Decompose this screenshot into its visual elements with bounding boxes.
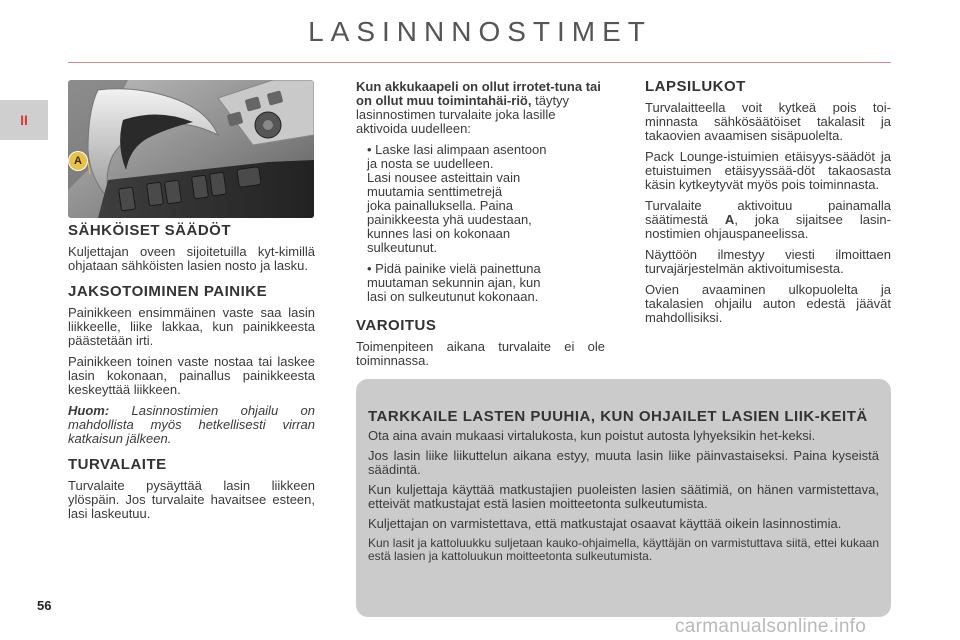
reinit-intro-text: täytyy lasinnostimen turvalaite joka lasille aktivoida uudelleen: bbox=[356, 93, 570, 136]
page-title: LASINNNOSTIMET bbox=[308, 16, 652, 47]
child-warning-box bbox=[356, 379, 891, 617]
watermark: carmanualsonline.info bbox=[675, 616, 867, 637]
title-divider bbox=[68, 62, 891, 63]
heading-warning: VAROITUS bbox=[356, 317, 437, 334]
door-controls-image bbox=[68, 80, 314, 218]
section-safety-device bbox=[68, 457, 315, 521]
paragraph: Ota aina avain mukaasi virtalukosta, kun poistut autosta lyhyeksikin het-keksi. bbox=[368, 428, 816, 443]
reinit-intro-bold: Kun akkukaapeli on ollut irrotet-tuna tai on ollut muu toimintahäi-riö, bbox=[356, 79, 601, 108]
note-label: Huom: bbox=[68, 403, 110, 418]
paragraph: Kun kuljettaja käyttää matkustajien puoleisten lasien säätimiä, on hänen varmistettava, etteivät matkustajat estä lasien moitteetonta sulkeutumista. bbox=[368, 482, 879, 511]
chapter-tab: II bbox=[0, 100, 48, 140]
callout-a: A bbox=[69, 152, 87, 170]
heading-child-locks: LAPSILUKOT bbox=[645, 78, 746, 95]
column-right bbox=[645, 79, 891, 332]
bullet-item-1: • Laske lasi alimpaan asentoon ja nosta se uudelleen. Lasi nousee asteittain vain muutamia senttimetrejä joka painalluksella. Paina painikkeesta yhä uudestaan, kunnes lasi on kokonaan sulkeutunut. bbox=[367, 142, 547, 255]
control-a-ref: A bbox=[724, 212, 735, 227]
heading-safety-device: TURVALAITE bbox=[68, 456, 167, 473]
paragraph: Toimenpiteen aikana turvalaite ei ole toiminnassa. bbox=[356, 339, 605, 368]
paragraph: Näyttöön ilmestyy viesti ilmoittaen turvajärjestelmän aktivoitumisesta. bbox=[645, 247, 891, 276]
note-text: Lasinnostimien ohjailu on mahdollista myös hetkellisesti virran katkaisun jälkeen. bbox=[68, 403, 315, 446]
paragraph: Ovien avaaminen ulkopuolelta ja takalasien ohjailu auton edestä jäävät mahdollisiksi. bbox=[645, 282, 891, 325]
paragraph: Turvalaite aktivoituu painamalla säätimestä A, joka sijaitsee lasin-nostimien ohjauspaneelissa. bbox=[645, 198, 891, 241]
paragraph: Kuljettajan on varmistettava, että matkustajat osaavat käyttää oikein lasinnostimia. bbox=[368, 516, 842, 531]
note bbox=[68, 404, 315, 446]
paragraph: Painikkeen toinen vaste nostaa tai laskee lasin kokonaan, painallus painikkeesta keskeyttää liikkeen. bbox=[68, 354, 315, 397]
paragraph: Kuljettajan oveen sijoitetuilla kyt-kimillä ohjataan sähköisten lasien nosto ja lasku. bbox=[68, 244, 315, 273]
paragraph: Jos lasin liike liikuttelun aikana estyy, muuta lasin liike päinvastaiseksi. Paina kyseistä säädintä. bbox=[368, 448, 879, 477]
column-left bbox=[68, 223, 315, 532]
heading-sequential-button: JAKSOTOIMINEN PAINIKE bbox=[68, 283, 268, 300]
section-sequential-button bbox=[68, 284, 315, 446]
paragraph: Turvalaite pysäyttää lasin liikkeen ylöspäin. Jos turvalaite havaitsee esteen, lasi laskeutuu. bbox=[68, 478, 315, 521]
page-number: 56 bbox=[37, 598, 52, 613]
paragraph: Painikkeen ensimmäinen vaste saa lasin liikkeelle, liike lakkaa, kun painikkeesta päästetään irti. bbox=[68, 305, 315, 348]
bullet-item-2: • Pidä painike vielä painettuna muutaman sekunnin ajan, kun lasi on sulkeutunut kokonaan. bbox=[367, 261, 541, 304]
heading-electric-controls: SÄHKÖISET SÄÄDÖT bbox=[68, 222, 232, 239]
reinit-intro bbox=[356, 80, 605, 136]
section-electric-controls bbox=[68, 223, 315, 273]
paragraph: Turvalaitteella voit kytkeä pois toi-minnasta sähkösäätöiset takalasit ja takaovien avaamisen sisäpuolelta. bbox=[645, 100, 891, 143]
column-middle bbox=[356, 80, 605, 375]
door-panel-photo bbox=[68, 80, 314, 218]
paragraph: Pack Lounge-istuimien etäisyys-säädöt ja etuistuimen etäisyyssää-döt takaosasta käsin kytkeytyvät myös pois toiminnasta. bbox=[645, 149, 891, 192]
paragraph: Kun lasit ja kattoluukku suljetaan kauko-ohjaimella, käyttäjän on varmistuttava siitä, ettei kukaan estä lasien ja kattoluukun moitteetonta sulkeutumista. bbox=[368, 536, 879, 563]
warning-box-heading: TARKKAILE LASTEN PUUHIA, KUN OHJAILET LASIEN LIIK-KEITÄ bbox=[368, 408, 868, 425]
